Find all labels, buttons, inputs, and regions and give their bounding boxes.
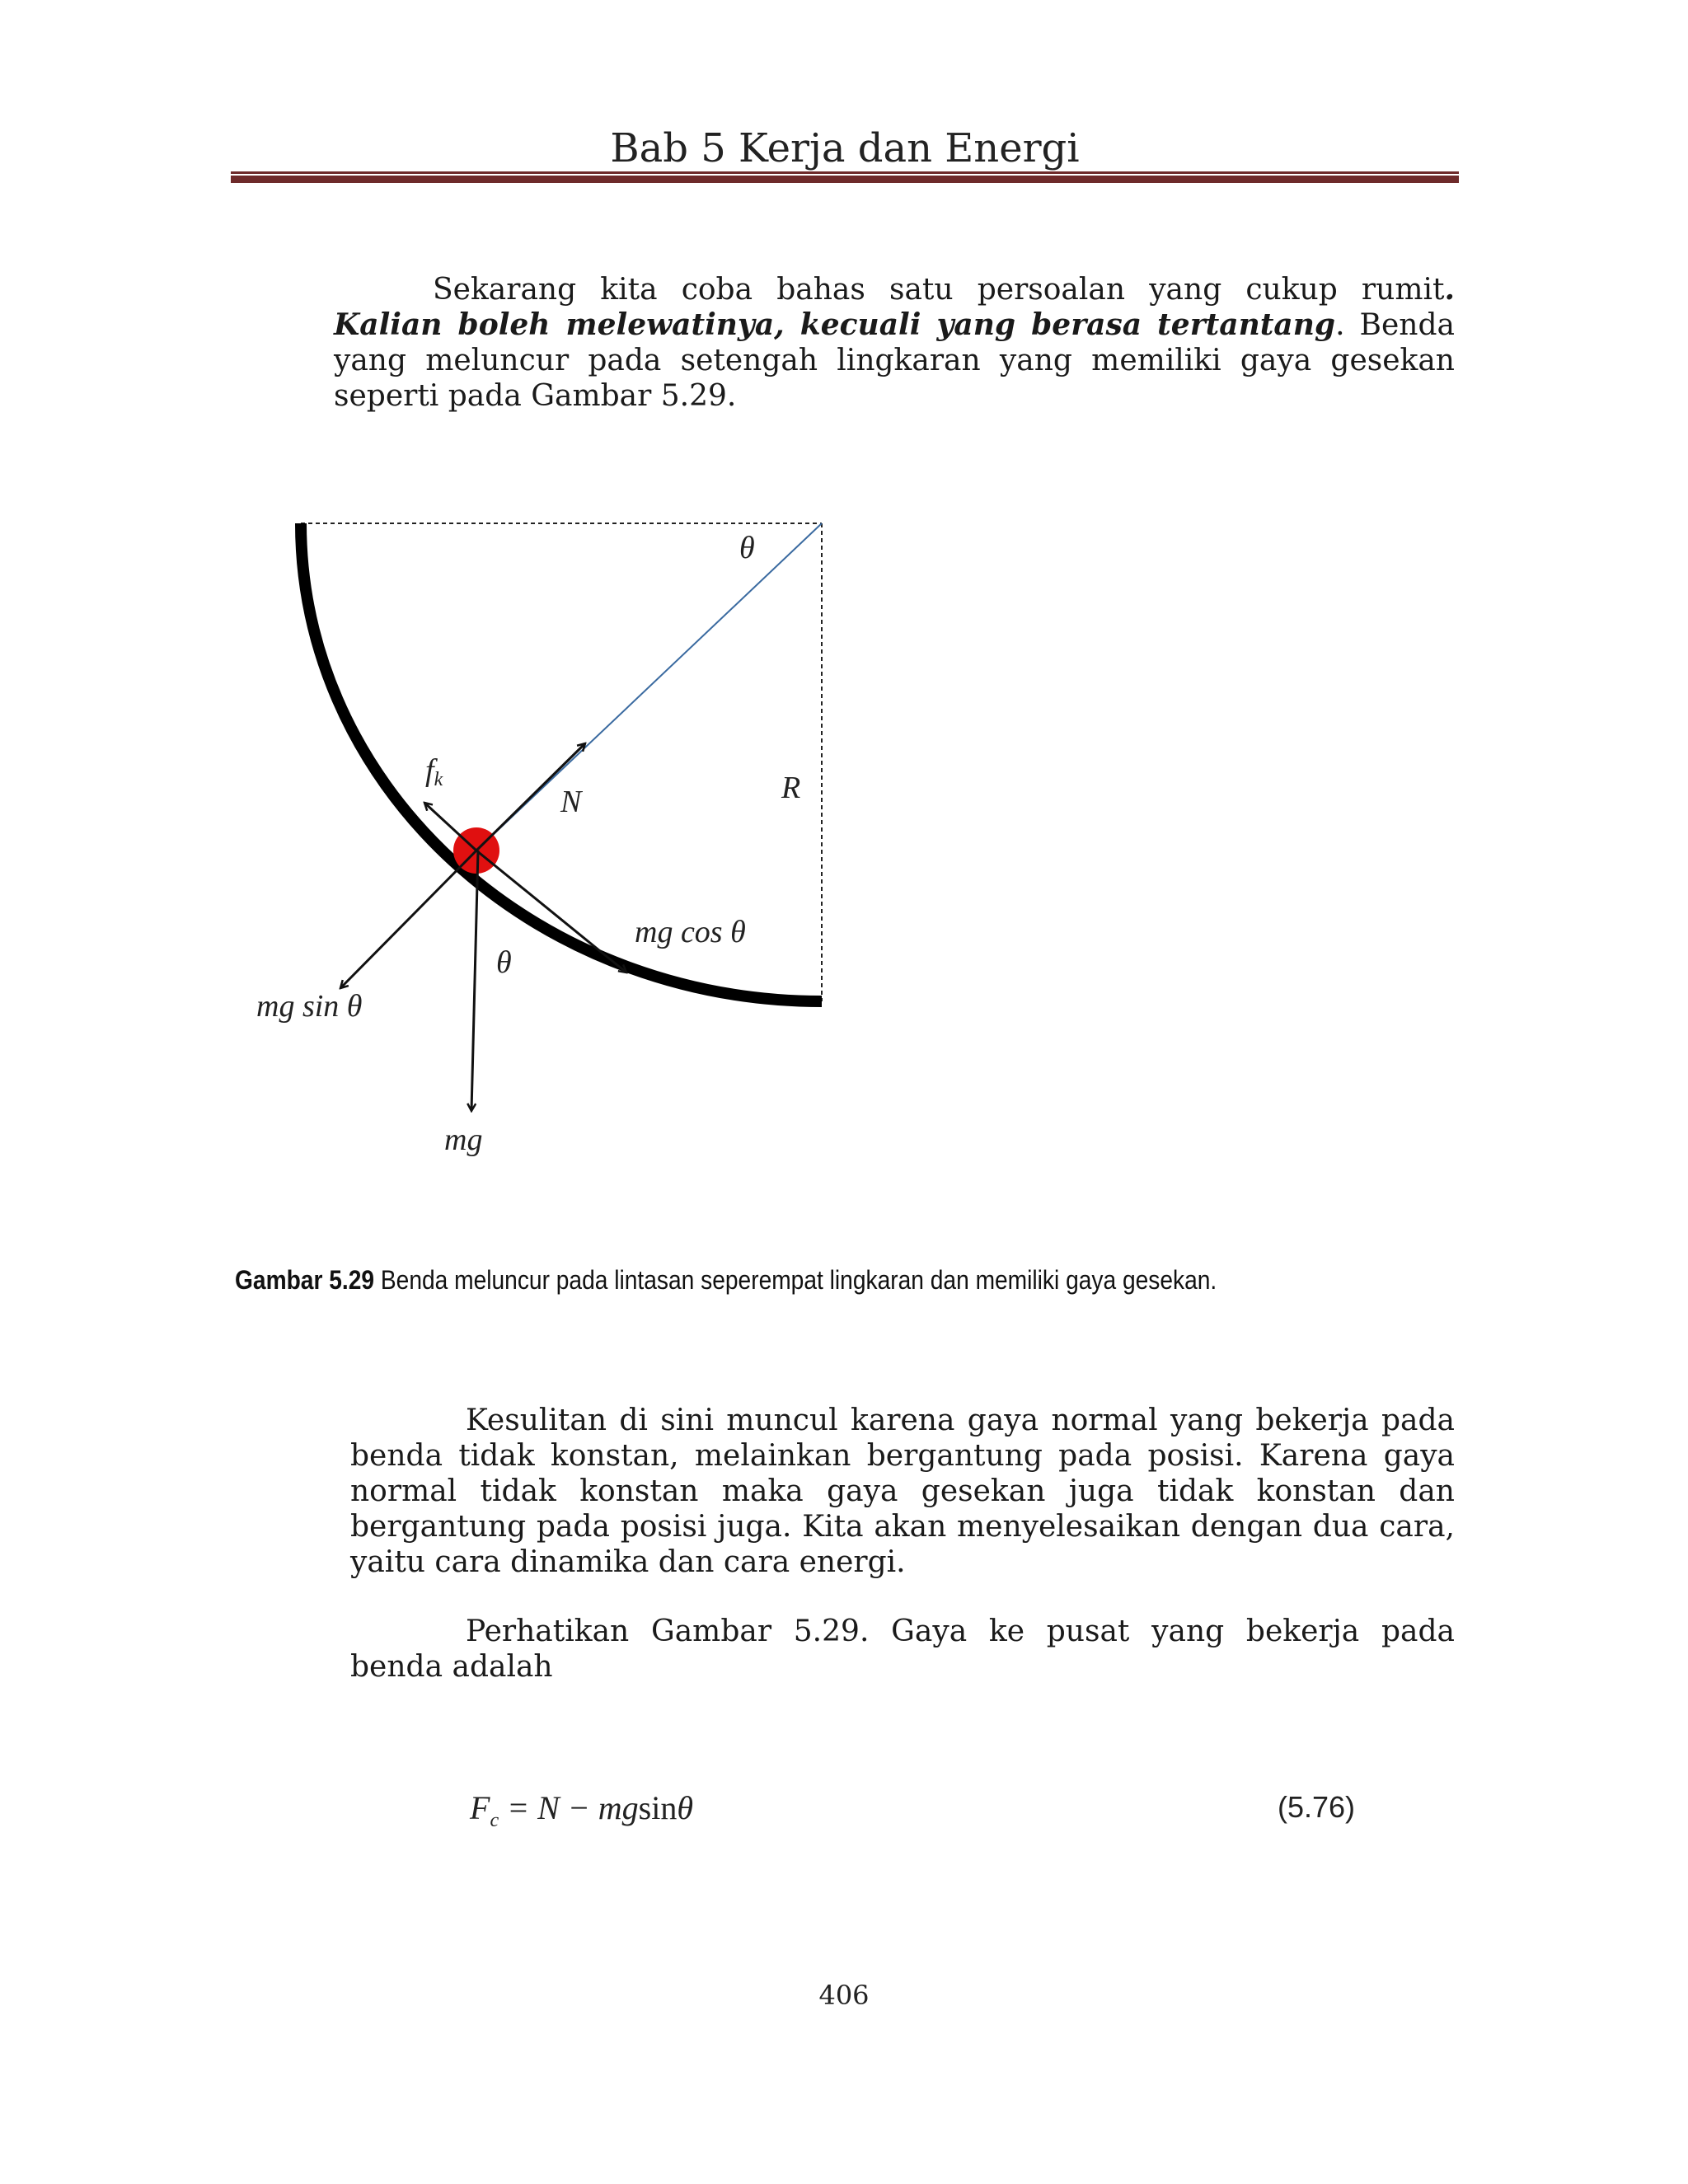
mg-sin-arrow [340,851,476,988]
page-number: 406 [818,1980,870,2011]
equation-number: (5.76) [1278,1790,1356,1824]
mg-cos-label: mg cos θ [635,915,746,949]
normal-label: N [560,785,582,819]
paragraph-2-text: Kesulitan di sini muncul karena gaya normal yang bekerja pada benda tidak konstan, melainkan bergantung pada posisi. Karena gaya normal tidak konstan maka gaya gesekan juga tidak konstan dan bergantung pada posisi juga. Kita akan menyelesaikan dengan dua cara, yaitu cara dinamika dan cara energi. [350,1404,1455,1579]
figure-quarter-circle [247,503,874,1179]
radius-line [476,523,822,851]
theta-top-label: θ [739,531,755,565]
mg-sin-label: mg sin θ [256,989,363,1024]
eq-theta: θ [677,1789,693,1826]
intro-text: Sekarang kita coba bahas satu persoalan yang cukup rumit [433,273,1445,307]
eq-lhs: F [470,1789,490,1826]
intro-paragraph [334,272,1455,414]
friction-subscript: k [434,769,443,790]
paragraph-3-text: Perhatikan Gambar 5.29. Gaya ke pusat yang bekerja pada benda adalah [350,1615,1455,1684]
weight-arrow [471,851,478,1111]
page-header-title: Bab 5 Kerja dan Energi [610,125,1080,171]
paragraph-2 [350,1403,1455,1580]
figure-caption [235,1265,1468,1296]
intro-text-after: . Benda yang meluncur pada setengah lingkaran yang memiliki gaya gesekan seperti pada Gambar 5.29. [334,308,1455,413]
paragraph-3 [350,1614,1455,1685]
weight-label: mg [444,1122,483,1157]
theta-mid-label: θ [496,945,512,980]
caption-text: Benda meluncur pada lintasan seperempat lingkaran dan memiliki gaya gesekan. [374,1265,1217,1295]
eq-lhs-sub: c [490,1810,499,1831]
radius-label: R [781,771,801,805]
header-rule [231,171,1459,174]
header-rule-thick [231,176,1459,183]
friction-label [425,753,443,790]
caption-label: Gambar 5.29 [235,1265,375,1295]
eq-rhs: = N − mg [499,1789,639,1826]
intro-emphasis: . Kalian boleh melewatinya, kecuali yang berasa tertantang [334,272,1455,342]
equation-5-76 [470,1788,693,1832]
friction-symbol: f [425,753,434,788]
eq-sin: sin [638,1789,678,1826]
